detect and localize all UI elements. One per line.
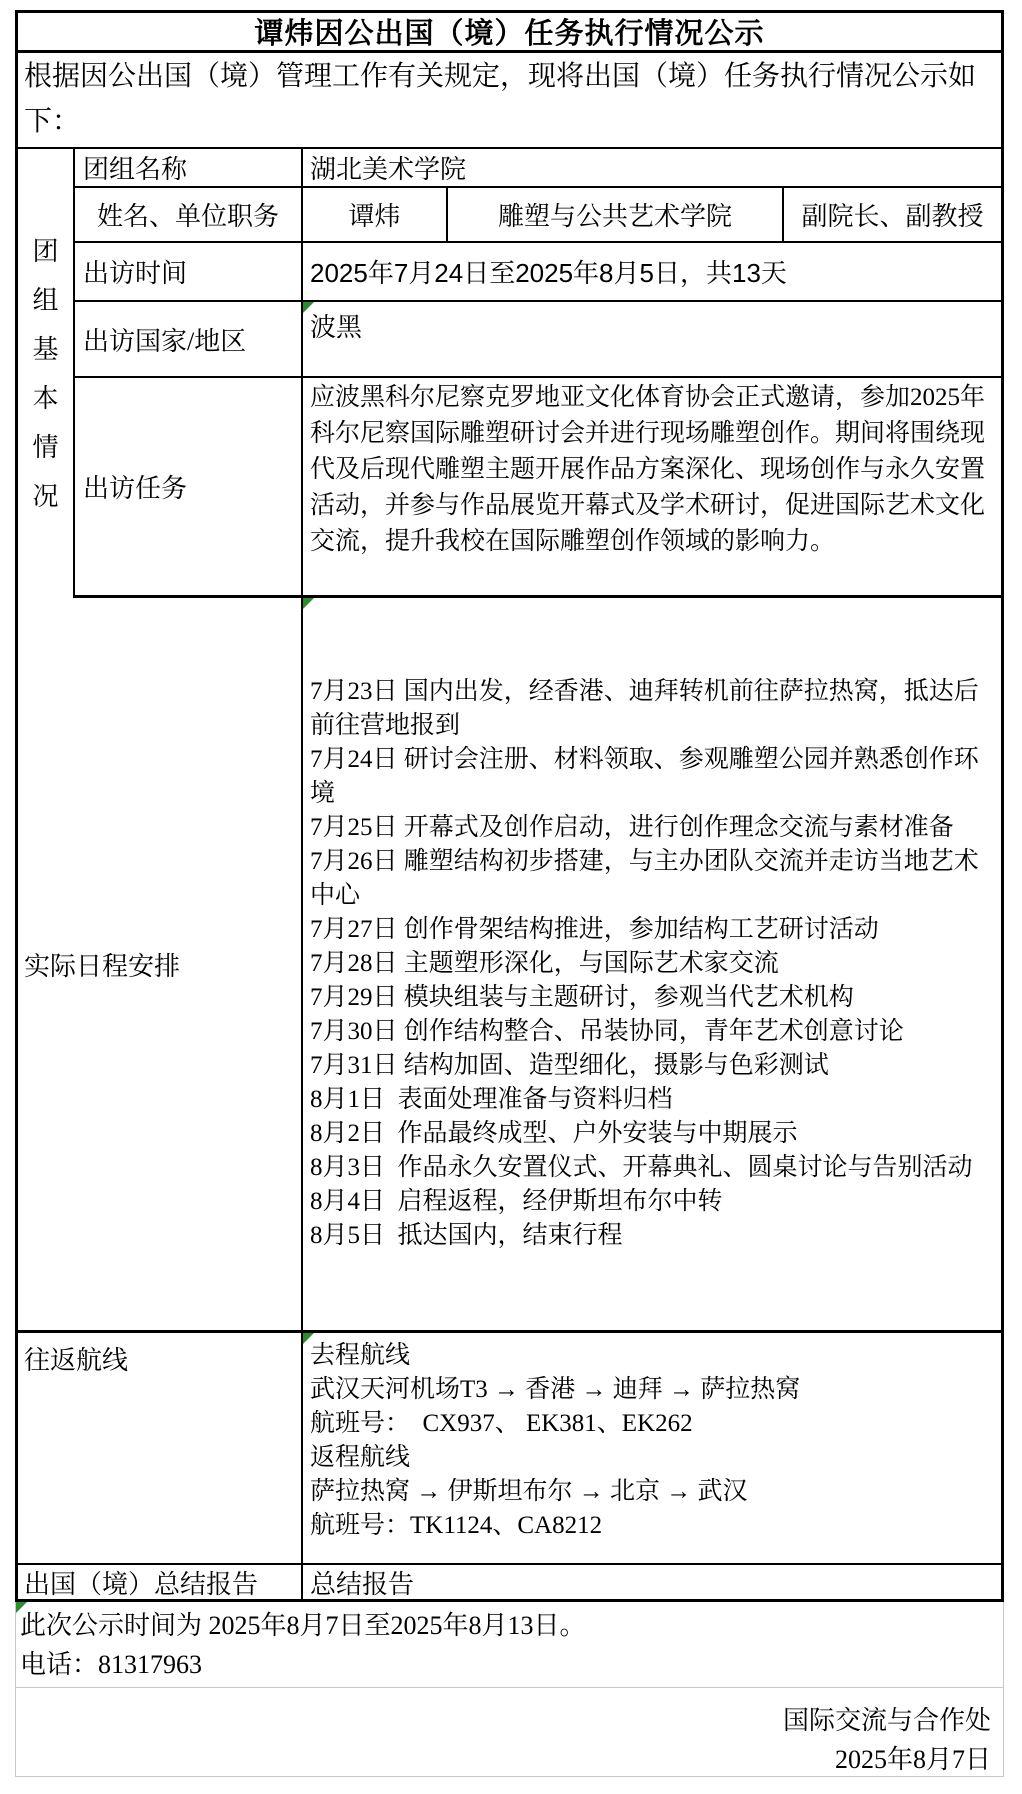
intro-paragraph: 根据因公出国（境）管理工作有关规定，现将出国（境）任务执行情况公示如下： — [18, 53, 1001, 149]
list-item: 7月24日 研讨会注册、材料领取、参观雕塑公园并熟悉创作环境 — [310, 746, 979, 807]
list-item: 8月5日 抵达国内，结束行程 — [310, 1222, 623, 1249]
route-content — [303, 1333, 1001, 1563]
list-item: 7月28日 主题塑形深化，与国际艺术家交流 — [310, 950, 779, 977]
comment-marker-icon — [303, 302, 314, 313]
list-item: 萨拉热窝 → 伊斯坦布尔 → 北京 → 武汉 — [310, 1478, 748, 1505]
table-row — [75, 149, 1001, 188]
route-section — [18, 1333, 1001, 1565]
list-item: 8月2日 作品最终成型、户外安装与中期展示 — [310, 1120, 798, 1147]
group-name-value: 湖北美术学院 — [310, 155, 467, 184]
summary-report-value: 总结报告 — [310, 1569, 415, 1599]
table-row — [75, 378, 1001, 598]
table-row — [75, 243, 1001, 302]
person-position-cell: 副院长、副教授 — [801, 202, 984, 231]
summary-report-row — [18, 1565, 1001, 1599]
mission-label: 出访任务 — [75, 378, 303, 595]
table-row — [75, 188, 1001, 243]
list-item: 7月26日 雕塑结构初步搭建，与主办团队交流并走访当地艺术中心 — [310, 848, 979, 909]
list-item: 7月23日 国内出发，经香港、迪拜转机前往萨拉热窝，抵达后前往营地报到 — [310, 678, 979, 739]
mission-value: 应波黑科尔尼察克罗地亚文化体育协会正式邀请，参加2025年科尔尼察国际雕塑研讨会并进行现场雕塑创作。期间将围绕现代及后现代雕塑主题开展作品方案深化、现场创作与永久安置活动，并参与作品展览开幕式及学术研讨，促进国际艺术文化交流，提升我校在国际雕塑创作领域的影响力。 — [310, 384, 986, 555]
title-row — [18, 13, 1001, 53]
table-row — [75, 302, 1001, 378]
list-item: 去程航线 — [310, 1342, 411, 1369]
list-item: 7月29日 模块组装与主题研讨，参观当代艺术机构 — [310, 984, 854, 1011]
basic-info-rows — [75, 149, 1001, 598]
list-item: 8月3日 作品永久安置仪式、开幕典礼、圆桌讨论与告别活动 — [310, 1154, 973, 1181]
comment-marker-icon — [16, 1602, 27, 1613]
basic-info-section — [18, 149, 1001, 598]
list-item: 7月27日 创作骨架结构推进，参加结构工艺研讨活动 — [310, 916, 879, 943]
comment-marker-icon — [303, 1333, 314, 1344]
notice-period-block — [15, 1602, 1004, 1688]
list-item: 8月4日 启程返程，经伊斯坦布尔中转 — [310, 1188, 723, 1215]
group-name-label: 团组名称 — [75, 149, 303, 186]
section-label-vertical: 团组基本情况 — [32, 236, 59, 511]
notice-table — [15, 10, 1004, 1602]
list-item: 返程航线 — [310, 1444, 411, 1471]
schedule-content — [303, 598, 1001, 1330]
list-item: 航班号：TK1124、CA8212 — [310, 1512, 603, 1539]
section-label-cell — [18, 149, 75, 598]
signoff-department: 国际交流与合作处 — [782, 1706, 991, 1735]
page-title: 谭炜因公出国（境）任务执行情况公示 — [254, 18, 765, 50]
schedule-section — [18, 598, 1001, 1333]
list-item: 武汉天河机场T3 → 香港 → 迪拜 → 萨拉热窝 — [310, 1376, 801, 1403]
list-item: 航班号： CX937、 EK381、EK262 — [310, 1410, 693, 1437]
route-label: 往返航线 — [18, 1333, 303, 1563]
destination-text: 波黑 — [310, 313, 363, 342]
route-lines — [310, 1339, 1001, 1543]
schedule-label: 实际日程安排 — [18, 598, 303, 1330]
comment-marker-icon — [303, 598, 314, 609]
visit-time-label: 出访时间 — [75, 243, 303, 300]
signoff-date: 2025年8月7日 — [834, 1745, 991, 1774]
phone-text: 电话：81317963 — [20, 1650, 203, 1679]
list-item: 7月30日 创作结构整合、吊装协同，青年艺术创意讨论 — [310, 1018, 904, 1045]
list-item: 7月31日 结构加固、造型细化，摄影与色彩测试 — [310, 1052, 829, 1079]
person-label: 姓名、单位职务 — [75, 188, 303, 241]
schedule-lines — [310, 675, 1001, 1253]
notice-period-text: 此次公示时间为 2025年8月7日至2025年8月13日。 — [20, 1611, 586, 1640]
list-item: 8月1日 表面处理准备与资料归档 — [310, 1086, 673, 1113]
visit-time-value: 2025年7月24日至2025年8月5日，共13天 — [310, 258, 787, 288]
person-unit-cell: 雕塑与公共艺术学院 — [448, 188, 784, 241]
destination-label: 出访国家/地区 — [75, 302, 303, 376]
destination-value — [303, 302, 1001, 376]
person-name-cell: 谭炜 — [303, 188, 448, 241]
signoff-block — [15, 1688, 1004, 1777]
list-item: 7月25日 开幕式及创作启动，进行创作理念交流与素材准备 — [310, 814, 954, 841]
summary-report-label: 出国（境）总结报告 — [18, 1565, 303, 1599]
